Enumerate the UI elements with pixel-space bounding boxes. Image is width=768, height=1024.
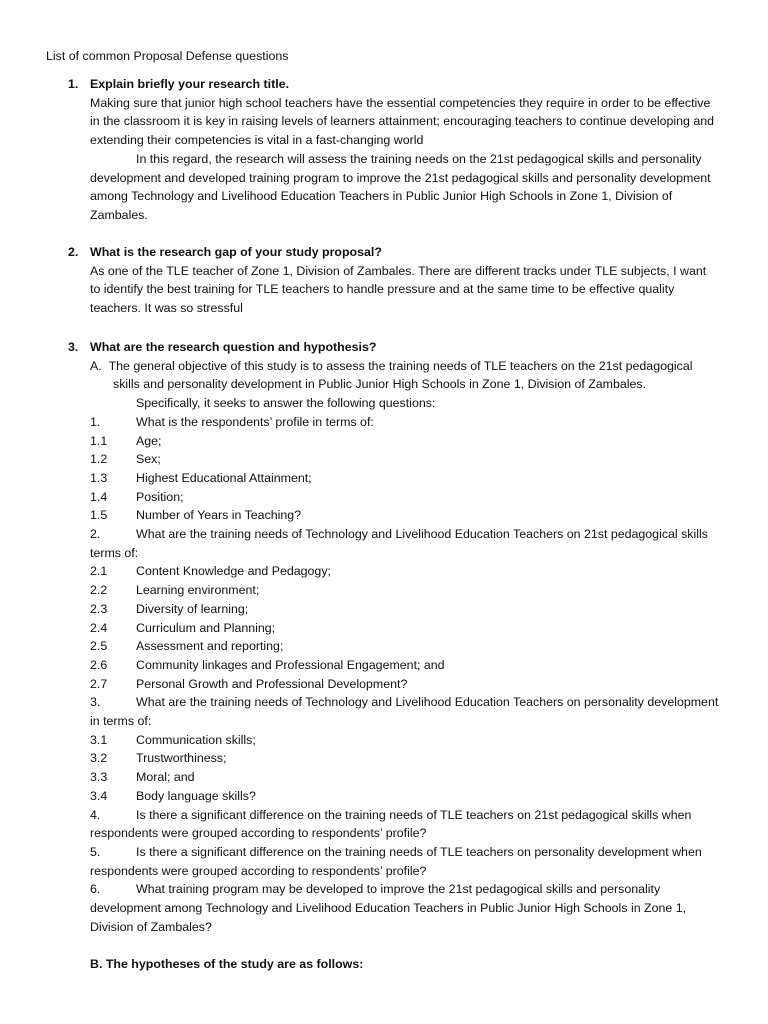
question-list-text: Body language skills?	[136, 788, 256, 803]
question-list-item	[0, 581, 768, 600]
question-list-number: 2.5	[90, 639, 108, 654]
question-2	[0, 243, 768, 318]
question-list-number: 2.2	[90, 583, 108, 598]
question-2-paragraph: As one of the TLE teacher of Zone 1, Division of Zambales. There are different tracks under TLE subjects, I want to identify the best training for TLE teachers to handle pressure and at the same time to be effective quality teachers. It was so stressful	[90, 263, 707, 316]
question-list-item	[0, 675, 768, 694]
question-list-text: Personal Growth and Professional Development?	[136, 676, 408, 691]
question-3-heading-text: What are the research question and hypothesis?	[90, 340, 377, 354]
question-list-text: What are the training needs of Technology and Livelihood Education Teachers on personality development in terms of:	[90, 695, 719, 729]
question-list-item	[0, 731, 768, 750]
question-list-text: Diversity of learning;	[136, 601, 249, 616]
question-1-heading	[0, 75, 768, 94]
question-1-paragraph-2: In this regard, the research will assess the training needs on the 21st pedagogical skills and personality development and developed training program to improve the 21st pedagogical skills and personality development among Technology and Livelihood Education Teachers in Public Junior High Schools in Zone 1, Division of Zambales.	[90, 151, 711, 222]
question-3-heading	[0, 338, 768, 357]
question-list-number: 1.3	[90, 470, 108, 485]
question-list-number: 3.3	[90, 770, 108, 785]
question-list-text: Content Knowledge and Pedagogy;	[136, 564, 331, 579]
question-3-number: 3.	[68, 340, 79, 354]
question-2-heading	[0, 243, 768, 262]
question-list-text: What are the training needs of Technology and Livelihood Education Teachers on 21st pedagogical skills terms of:	[90, 527, 708, 560]
question-list-number: 2.1	[90, 564, 108, 579]
question-list-text: Communication skills;	[136, 732, 256, 747]
question-list-text: Moral; and	[136, 770, 195, 785]
question-list-text: Sex;	[136, 452, 161, 467]
question-list-number: 3.4	[90, 788, 108, 803]
question-list-text: Is there a significant difference on the training needs of TLE teachers on personality development when respondents were grouped according to respondents’ profile?	[90, 844, 702, 878]
question-list-item	[0, 768, 768, 787]
question-list-item	[0, 450, 768, 469]
question-list-text: Number of Years in Teaching?	[136, 508, 302, 523]
question-list-item	[0, 749, 768, 768]
question-1-number: 1.	[68, 77, 79, 91]
question-2-number: 2.	[68, 245, 79, 259]
question-1	[0, 75, 768, 225]
document-title: List of common Proposal Defense questions	[46, 49, 289, 63]
question-1-paragraph-1: Making sure that junior high school teachers have the essential competencies they require in order to be effective in the classroom it is key in raising levels of learners attainment; encouraging teachers to continue developing and extending their competencies is vital in a fast-changing world	[90, 95, 715, 148]
research-question-list	[0, 413, 768, 937]
question-1-heading-text: Explain briefly your research title.	[90, 77, 290, 91]
question-2-heading-text: What is the research gap of your study proposal?	[90, 245, 382, 259]
question-list-number: 1.4	[90, 489, 108, 504]
question-list-number: 1.2	[90, 452, 108, 467]
question-list-text: Trustworthiness;	[136, 751, 227, 766]
question-list-number: 2.3	[90, 601, 108, 616]
question-list-item	[0, 525, 768, 562]
question-list-item	[0, 637, 768, 656]
question-list-number: 1.5	[90, 508, 108, 523]
question-list-number: 1.	[90, 414, 101, 429]
question-list-text: Age;	[136, 433, 162, 448]
question-list-number: 3.1	[90, 732, 108, 747]
question-list-item	[0, 432, 768, 451]
question-list-item	[0, 693, 768, 730]
question-list-item	[0, 619, 768, 638]
question-list-text: What is the respondents’ profile in terms of:	[136, 414, 374, 429]
question-list-item	[0, 787, 768, 806]
question-list-number: 2.7	[90, 676, 108, 691]
question-list-number: 3.	[90, 695, 101, 710]
question-list-item	[0, 880, 768, 936]
question-list-number: 5.	[90, 844, 101, 859]
question-list-text: Highest Educational Attainment;	[136, 470, 312, 485]
question-list-text: Is there a significant difference on the training needs of TLE teachers on 21st pedagogical skills when respondents were grouped according to respondents’ profile?	[90, 807, 692, 841]
question-list-number: 1.1	[90, 433, 108, 448]
question-list-item	[0, 562, 768, 581]
question-list-text: Learning environment;	[136, 583, 260, 598]
question-list-text: Assessment and reporting;	[136, 639, 284, 654]
question-list-item	[0, 506, 768, 525]
question-list-item	[0, 469, 768, 488]
question-list-number: 3.2	[90, 751, 108, 766]
specifically-line: Specifically, it seeks to answer the following questions:	[136, 396, 436, 411]
question-list-text: Community linkages and Professional Engagement; and	[136, 657, 445, 672]
question-3	[0, 338, 768, 974]
question-list-text: Position;	[136, 489, 184, 504]
question-list-number: 6.	[90, 882, 101, 897]
question-list-text: Curriculum and Planning;	[136, 620, 276, 635]
question-list-number: 4.	[90, 807, 101, 822]
question-list-item	[0, 600, 768, 619]
question-list-item	[0, 656, 768, 675]
question-list-number: 2.6	[90, 657, 108, 672]
question-list-number: 2.4	[90, 620, 108, 635]
question-list-item	[0, 806, 768, 843]
question-list-item	[0, 413, 768, 432]
question-list-text: What training program may be developed to improve the 21st pedagogical skills and personality development among Technology and Livelihood Education Teachers in Public Junior High Schools in Zone 1, Division of Zambales?	[90, 882, 687, 934]
question-list-number: 2.	[90, 527, 101, 542]
question-list-item	[0, 843, 768, 880]
objective-paragraph: A. The general objective of this study is to assess the training needs of TLE teachers on the 21st pedagogical skills and personality development in Public Junior High Schools in Zone 1, Division of Zambales.	[90, 358, 693, 392]
hypotheses-heading: B. The hypotheses of the study are as follows:	[90, 957, 364, 972]
question-list-item	[0, 488, 768, 507]
